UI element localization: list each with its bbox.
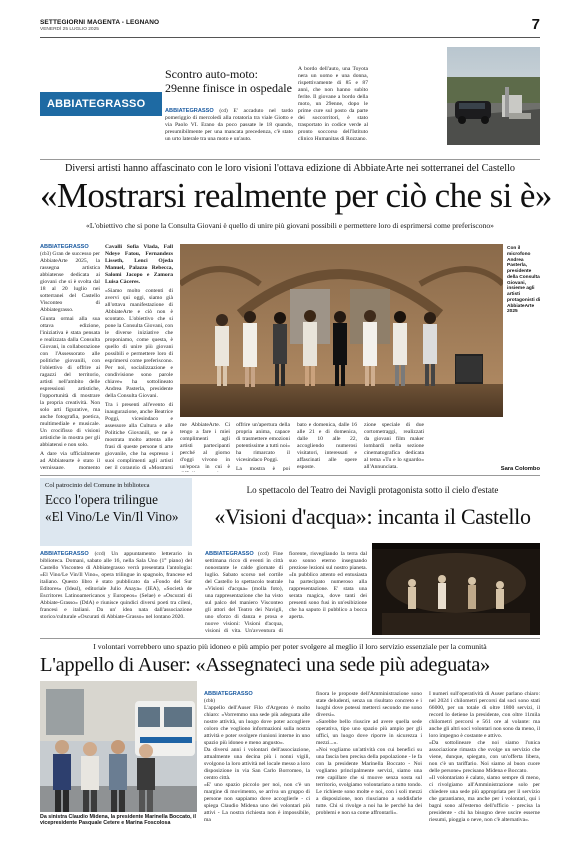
main-credit: Sara Colombo <box>500 466 540 472</box>
masthead-date: VENERDÌ 25 LUGLIO 2025 <box>40 27 99 32</box>
page-number: 7 <box>531 16 540 33</box>
visioni-headline: «Visioni d'acqua»: incanta il Castello <box>214 504 531 529</box>
artists-group-image <box>180 244 503 417</box>
main-bottom-rule <box>40 475 540 476</box>
auser-col-2: finora le proposte dell'Amministrazione sono state deludenti, senza un risultato concreto e i luoghi dove potessi metterci secondo me sono diversi». «Sarebbe bello riuscire ad avere quella sede operativa, tipo uno spazio più ampio per gli uffici, un luogo dove riporre in sicurezza i mezzi...». «Noi vogliamo un'attività con cui benefici su una fascia ben precisa della popolazione - le fa con la presidente Marinella Boccato - Noi vogliamo principalmente servizi, siamo una rete capillare che si muove senza sosta sul territorio, svolgiamo volontariato a tutto tondo. Le richieste sono molte e noi, con i soli mezzi a disposizione, non riusciamo a soddisfarle tutte. Chi si rivolge a noi ha le perché ha dei problemi e non sa come affrontarli». <box>316 690 422 816</box>
main-photo <box>180 244 503 417</box>
main-col-2: Cavalli Sofia Vlada, Fall Ndeye Fatou, Fernandezs Lisseth, Lenci Ojeda Manuel, Palazzo Rebecca, Salomi Jacopo e Zamora Luisa Càceres. «Siamo molto contenti di avervi qui oggi, siamo già all'ottava manifestazione di AbbiateArte e ciò non è scontato. L'obiettivo che si pone la Consulta Giovani, con le diverse iniziative che proponiamo, come questa, è quello di unire più giovani possibili e permettere loro di esprimersi come preferiscono. Per noi, socializzazione e condivisione sono parole chiave» ha sottolineato Andrea Pasterla, presidente della Consulta Giovani. Tra i presenti all'evento di inaugurazione, anche Beatrice Poggi, vicesindaco e assessore alla Cultura e alle Politiche Giovanili, se ne è mostrata molto attenta alle frasi di queste persone ti arte giovanile, che ha espresso i suoi complimenti agli artisti per il coraggio di «Mostrarsi <box>105 244 173 469</box>
scontro-col-1: ABBIATEGRASSO (cd) E' accaduto nel tardo pomeriggio di mercoledì alla rotatoria tra viale Giotto e via Paolo VI. Erano da poco passate le 18 quando, presumibilmente per una mancata precedenza, c'è stato un urto laterale tra una moto e un'auto. <box>165 108 293 142</box>
auser-col-3: I numeri sull'operatività di Auser parlano chiaro: nel 2024 i chilometri percorsi dal soci sono stati 66000, per un totale di oltre 1800 servizi, il record lo detiene la presidente, con oltre 11mila chilometri percorsi e 561 ore al volante: ma anche gli altri soci volontari non sono da meno, il loro impegno è costante e attivo. «Da sottolineare che noi siamo l'unica associazione rimasta che svolge un servizio che viene, dunque, spiegato, con un'offerta libera, non c'è un tariffario. Noi siamo al buon cuore delle persone» precisano Midena e Boccato. «Il volontariato è calato, siamo sempre di meno, ci rivolgiamo all'Amministrazione solo per chiedere una sede più appropriata per il servizio che garantiamo, ma anche per i volontari, qui i bagni sono all'esterno dell'ufficio - precisa la presidente - chi ha bisogno deve uscire esserne riesumi, pioggia o neve, non c'è alternativa». <box>429 690 540 823</box>
vino-text: ABBIATEGRASSO (ccd) Un appuntamento letterario in biblioteca. Domani, sabato alle 16, nella Sala Uno (1° piano) del Castello Visconteo di Abbiategrasso verrà presentata l'antologia: «El Vino/Le Vin/Il Vino», opera trilingue in spagnolo, francese ed italiano. Questo libro è stato pubblicato da «Fondo del Sur Editores» (Ideal), editoriale Julio Anaya» (IEA), «Società de Escritores Latinoamericanos y Europeos» (Selae) e «Oscurati di Abbiate-Grasso» (DdA) e riunisce quindici diversi poeti tra cileni, francesi e italiani. Da un' idea nata dall'associazione storico/culturale «Oscurati di Abbiate-Grasso» nel lontano 2020. <box>40 551 192 620</box>
theatre-scene-image <box>372 543 540 635</box>
auser-kicker: I volontari vorrebbero uno spazio più idoneo e più ampio per poter svolgere al meglio il loro servizio essenziale per la comunità <box>93 642 487 651</box>
visioni-col-1: ABBIATEGRASSO (ccd) Fine settimana ricco di eventi in città nonostante le calde giornate di luglio. Sabato scorso nel cortile del Castello lo spettacolo teatrale «Visioni d'acqua» (molla foto), una rappresentazione che ha visto sul palco del maniero Visconteo gli attori del Teatro dei Navigli, uno sforzo di danza e prosa e nuove visioni: Visioni d'acqua, visioni di vita. Un'avventura di <box>205 551 283 634</box>
section-label: ABBIATEGRASSO <box>47 98 146 110</box>
scontro-title: Scontro auto-moto: 29enne finisce in ospedale <box>165 67 292 95</box>
vino-box <box>40 478 192 546</box>
visioni-kicker: Lo spettacolo del Teatro dei Navigli protagonista sotto il cielo d'estate <box>246 485 499 495</box>
main-kicker: Diversi artisti hanno affascinato con le loro visioni l'ottava edizione di AbbiateArte nei sotterranei del Castello <box>64 163 516 174</box>
main-col-3: me AbbiateArte. Ci tengo a fare i miei complimenti agli artisti partecipanti perché al giorno d'oggi vivono in un'epoca in cui è <box>180 422 230 470</box>
accident-photo <box>447 47 540 145</box>
auser-headline: L'appello di Auser: «Assegnateci una sede più adeguata» <box>40 654 491 676</box>
scontro-bottom-rule <box>40 159 540 160</box>
main-headline: «Mostrarsi realmente per ciò che si è» <box>40 176 552 215</box>
section-bar <box>40 92 162 116</box>
masthead <box>40 16 540 36</box>
masthead-paper: SETTEGIORNI MAGENTA - LEGNANO <box>40 19 160 26</box>
visioni-col-2: fiorente, risvegliando la terra dal suo sonno eterno insegnando preziose lezioni sul nostro pianeta. «In pubblico attento ed entusiasta ha partecipato numeroso alla rappresentazione. E' stata una serata magica, dove tanti dei presenti sono fusi in un'esibizione che ha saputo il pubblico a bocca aperta. <box>289 551 367 620</box>
visioni-bottom-rule <box>40 638 540 639</box>
main-deck: «L'obiettivo che si pone la Consulta Giovani è quello di unire più giovani possibili e permettere loro di esprimersi come preferiscono» <box>86 221 494 230</box>
vino-kicker: Col patrocinio del Comune in biblioteca <box>45 482 150 489</box>
auser-col-1: ABBIATEGRASSO (cbb) L'appello dell'Auser Filo d'Argento è molto chiaro: «Vorremmo una sede più adeguata alle nostre attività, un luogo dove poter accogliere coloro che vogliono informazioni sulla nostra attività e poter svolgere riunioni interne in uno spazio più idoneo e meno angusto». Da diversi anni i volontari dell'associazione, attualmente una decina più i nonni vigili, svolgono la loro attività nel locale messo a loro disposizione in via San Carlo Borromeo, la centro città. «E' uno spazio piccolo per noi, non c'è un margine di movimento, se arriva un gruppo di persone non sappiamo dove accoglierle - ci spiega Claudio Midena uno dei volontari più attivi - La nostra richiesta non è impossibile, ma <box>204 690 310 823</box>
vino-title-1: Ecco l'opera trilingue <box>45 492 158 507</box>
auser-photo-caption: Da sinistra Claudio Midena, la presidente Marinella Boccato, il vicepresidente Pasquale Cetere e Marina Foscolosa <box>40 814 197 827</box>
main-photo-caption: Con il microfono Andrea Pasterla, presidente della Consulta Giovani, insieme agli artisti protagonisti di AbbiateArte 2025 <box>507 246 541 315</box>
volunteers-group-image <box>40 681 197 812</box>
main-col-5: bato e domenica, dalle 16 alle 21 e di domenica, dalle 10 alle 22, accogliendo numerosi visitatori, interessati e affascinati alle opere esposte. <box>297 422 357 470</box>
scontro-col-2: A bordo dell'auto, una Toyota nera un uomo e una donna, rispettivamente di 85 e 87 anni, che non hanno subìto ferite. Il giovane a bordo della moto, un 29enne, dopo le prime cure sul posto da parte dei soccorritori, è stato trasportato in codice verde al pronto soccorso dell'Istituto clinico Humanitas di Rozzano. <box>298 66 368 142</box>
auser-photo <box>40 681 197 812</box>
vino-title-2: «El Vino/Le Vin/Il Vino» <box>45 508 179 524</box>
masthead-rule <box>40 37 540 38</box>
main-col-1: ABBIATEGRASSO (cb3) Gran de successo per AbbiateArte 2025, la rassegna artistica abbiatense dedicata ai giovani che si è svolta dal 18 al 20 luglio nei sotterranei del Castello Visconteo di Abbiategrasso. Giunta ormai alla sua ottava edizione, l'iniziativa è stata pensata e realizzata dalla Consulta Giovani, in collaborazione con l'Assessorato alle politiche giovanili, con l'obiettivo di offrire ai ragazzi del territorio, artisti nell'ambito delle espressioni artistiche, l'opportunità di mostrare la propria creatività. Non solo arti figurative, ma anche fotografia, poetica, multimediale e musicale. Un crocifisso di visioni artistiche in mostra per gli abbiatensi e non solo. A dare via ufficialmente ad Abbiatearte è stato il vernissage, momento <box>40 244 100 469</box>
accident-scene-image <box>447 47 540 145</box>
visioni-photo <box>372 543 540 635</box>
main-col-6: zione speciale di due cortometraggi, realizzati da giovani film maker lombardi nella sezione cinematografica dedicata al tema «Tu e lo sguardo» all'Annunciata. <box>364 422 424 470</box>
main-col-4: offrire un'apertura della propria anima, capace di trasmettere emozioni potentissime a tutti noi» ha rimarcato il vicesindaco Poggi. La mostra è poi <box>236 422 290 472</box>
